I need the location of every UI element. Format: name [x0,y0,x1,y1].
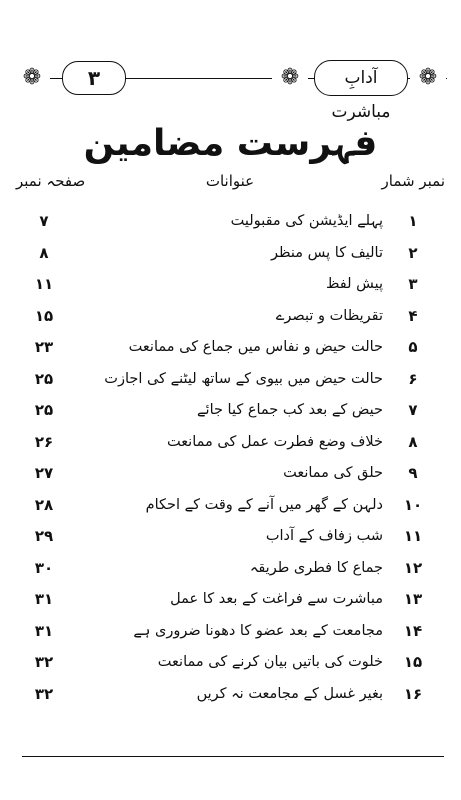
page-title: فہرست مضامین [83,123,378,164]
row-page: ۳۱ [34,590,54,608]
contents-row [0,523,461,555]
contents-row [0,208,461,240]
row-page: ۳۱ [34,621,54,640]
row-serial: ۱۳ [403,590,423,608]
row-page: ۲۶ [34,432,54,451]
row-page: ۳۲ [34,684,54,703]
contents-row [0,271,461,303]
row-topic: خلاف وضع فطرت عمل کی ممانعت [166,433,383,450]
row-serial: ۱۵ [403,653,423,671]
flower-ornament-icon: ❁ [272,64,308,92]
row-topic: حالت حیض میں بیوی کے ساتھ لیٹنے کی اجازت [104,370,383,387]
column-header-topic: عنوانات [205,172,255,190]
row-serial: ۱۱ [403,527,423,545]
contents-list [0,208,461,712]
row-serial: ۴ [408,306,418,325]
running-title: آدابِ مباشرت [314,60,408,96]
contents-row [0,334,461,366]
contents-row [0,681,461,713]
row-page: ۱۵ [34,306,54,325]
contents-row [0,618,461,650]
row-serial: ۳ [408,275,418,293]
row-topic: تقریظات و تبصرے [275,307,383,324]
row-serial: ۱۶ [403,684,423,703]
column-header-page: صفحہ نمبر [16,172,86,190]
contents-row [0,366,461,398]
contents-row [0,303,461,335]
row-page: ۲۵ [34,401,54,419]
row-page: ۲۸ [34,495,54,514]
row-page: ۳۰ [34,558,54,577]
row-page: ۲۵ [34,369,54,388]
row-serial: ۵ [408,338,418,356]
row-serial: ۶ [408,369,418,388]
page-number: ۳ [62,61,126,95]
contents-row [0,397,461,429]
row-page: ۲۹ [34,527,54,545]
row-page: ۲۷ [34,464,54,482]
column-header-serial: نمبر شمار [381,172,445,190]
row-page: ۱۱ [34,275,54,293]
contents-row [0,555,461,587]
row-topic: حیض کے بعد کب جماع کیا جائے [197,402,383,418]
row-serial: ۱ [408,212,418,230]
contents-row [0,240,461,272]
row-topic: حلق کی ممانعت [283,465,383,481]
row-page: ۷ [39,212,49,230]
row-topic: مجامعت کے بعد عضو کا دھونا ضروری ہے [133,622,383,639]
row-topic: بغیر غسل کے مجامعت نہ کریں [196,685,383,702]
row-serial: ۸ [408,432,418,451]
row-serial: ۱۰ [403,495,423,514]
row-serial: ۹ [408,464,418,482]
row-page: ۳۲ [34,653,54,671]
row-topic: شب زفاف کے آداب [265,528,383,544]
row-serial: ۲ [408,243,418,262]
contents-row [0,492,461,524]
row-topic: مباشرت سے فراغت کے بعد کا عمل [170,591,383,607]
contents-row [0,429,461,461]
contents-row [0,586,461,618]
bottom-rule [22,756,444,757]
row-topic: جماع کا فطری طریقہ [249,559,383,576]
row-topic: پہلے ایڈیشن کی مقبولیت [230,213,383,229]
row-serial: ۱۲ [403,558,423,577]
row-serial: ۱۴ [403,621,423,640]
page-header [14,58,447,122]
flower-ornament-icon: ❁ [410,64,446,92]
row-topic: تالیف کا پس منظر [271,244,383,261]
contents-row [0,649,461,681]
row-page: ۲۳ [34,338,54,356]
row-serial: ۷ [408,401,418,419]
row-topic: دلہن کے گھر میں آنے کے وقت کے احکام [145,496,383,513]
row-topic: خلوت کی باتیں بیان کرنے کی ممانعت [157,654,383,670]
flower-ornament-icon: ❁ [14,64,50,92]
row-topic: حالت حیض و نفاس میں جماع کی ممانعت [128,339,383,355]
row-topic: پیش لفظ [325,276,383,292]
contents-row [0,460,461,492]
row-page: ۸ [39,243,49,262]
